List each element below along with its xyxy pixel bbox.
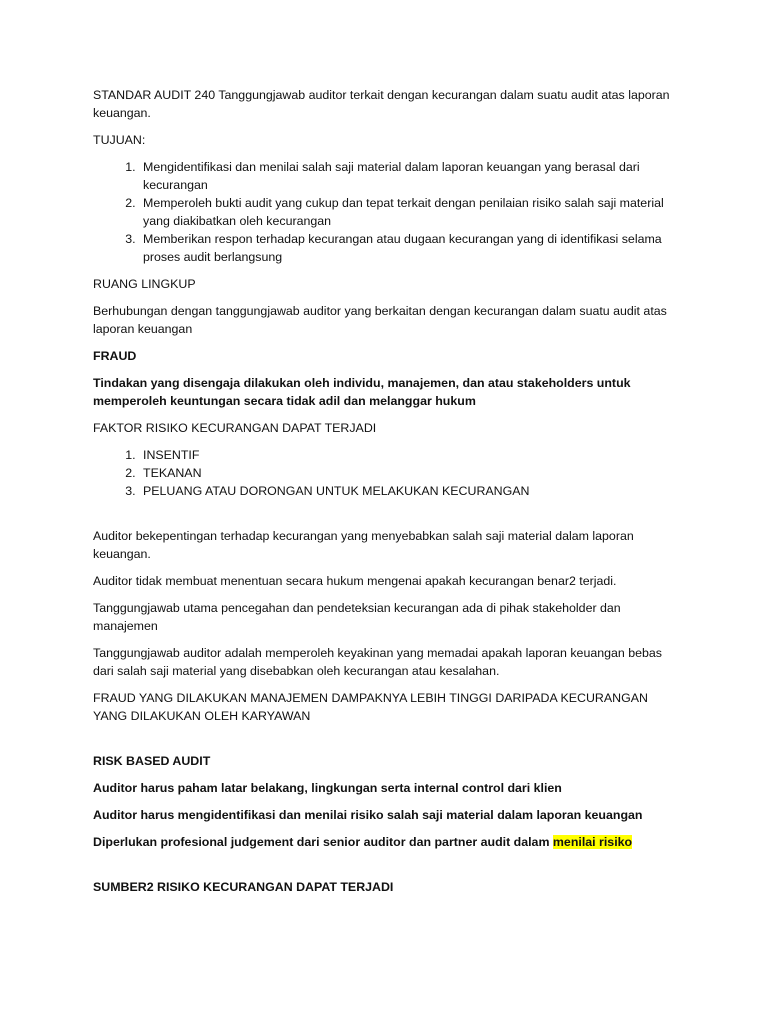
faktor-heading: FAKTOR RISIKO KECURANGAN DAPAT TERJADI	[93, 421, 377, 435]
risk-based-audit-heading: RISK BASED AUDIT	[93, 754, 211, 768]
risk-point-3	[93, 833, 683, 851]
sumber-heading: SUMBER2 RISIKO KECURANGAN DAPAT TERJADI	[93, 880, 394, 894]
spacer	[93, 734, 683, 752]
risk-point-3-text: Diperlukan profesional judgement dari senior auditor dan partner audit dalam	[93, 835, 553, 849]
fraud-definition: Tindakan yang disengaja dilakukan oleh individu, manajemen, dan atau stakeholders untuk memperoleh keuntungan secara tidak adil dan melanggar hukum	[93, 376, 631, 408]
tujuan-heading: TUJUAN:	[93, 133, 146, 147]
document-page	[93, 86, 683, 905]
faktor-item-2: 2. TEKANAN	[139, 464, 683, 482]
intro-paragraph: STANDAR AUDIT 240 Tanggungjawab auditor terkait dengan kecurangan dalam suatu audit atas laporan keuangan.	[93, 88, 670, 120]
faktor-item-1: 1. INSENTIF	[139, 446, 683, 464]
spacer	[93, 860, 683, 878]
highlighted-text: menilai risiko	[552, 835, 633, 849]
auditor-paragraph-3: Tanggungjawab utama pencegahan dan pendeteksian kecurangan ada di pihak stakeholder dan manajemen	[93, 601, 621, 633]
spacer	[93, 509, 683, 527]
ruang-lingkup-text: Berhubungan dengan tanggungjawab auditor yang berkaitan dengan kecurangan dalam suatu audit atas laporan keuangan	[93, 304, 667, 336]
tujuan-list	[93, 158, 683, 266]
fraud-heading: FRAUD	[93, 349, 137, 363]
risk-point-2: Auditor harus mengidentifikasi dan menilai risiko salah saji material dalam laporan keuangan	[93, 808, 643, 822]
ruang-lingkup-heading: RUANG LINGKUP	[93, 277, 196, 291]
auditor-paragraph-2: Auditor tidak membuat menentuan secara hukum mengenai apakah kecurangan benar2 terjadi.	[93, 574, 617, 588]
auditor-paragraph-1: Auditor bekepentingan terhadap kecurangan yang menyebabkan salah saji material dalam laporan keuangan.	[93, 529, 634, 561]
tujuan-item-2: 2. Memperoleh bukti audit yang cukup dan tepat terkait dengan penilaian risiko salah saji material yang diakibatkan oleh kecurangan	[139, 194, 683, 230]
tujuan-item-1: 1. Mengidentifikasi dan menilai salah saji material dalam laporan keuangan yang berasal dari kecurangan	[139, 158, 683, 194]
faktor-item-3: 3. PELUANG ATAU DORONGAN UNTUK MELAKUKAN KECURANGAN	[139, 482, 683, 500]
auditor-paragraph-4: Tanggungjawab auditor adalah memperoleh keyakinan yang memadai apakah laporan keuangan bebas dari salah saji material yang disebabkan oleh kecurangan atau kesalahan.	[93, 646, 662, 678]
tujuan-item-3: 3. Memberikan respon terhadap kecurangan atau dugaan kecurangan yang di identifikasi selama proses audit berlangsung	[139, 230, 683, 266]
risk-point-1: Auditor harus paham latar belakang, lingkungan serta internal control dari klien	[93, 781, 562, 795]
faktor-list	[93, 446, 683, 500]
auditor-paragraph-5: FRAUD YANG DILAKUKAN MANAJEMEN DAMPAKNYA LEBIH TINGGI DARIPADA KECURANGAN YANG DILAKUKAN OLEH KARYAWAN	[93, 691, 648, 723]
